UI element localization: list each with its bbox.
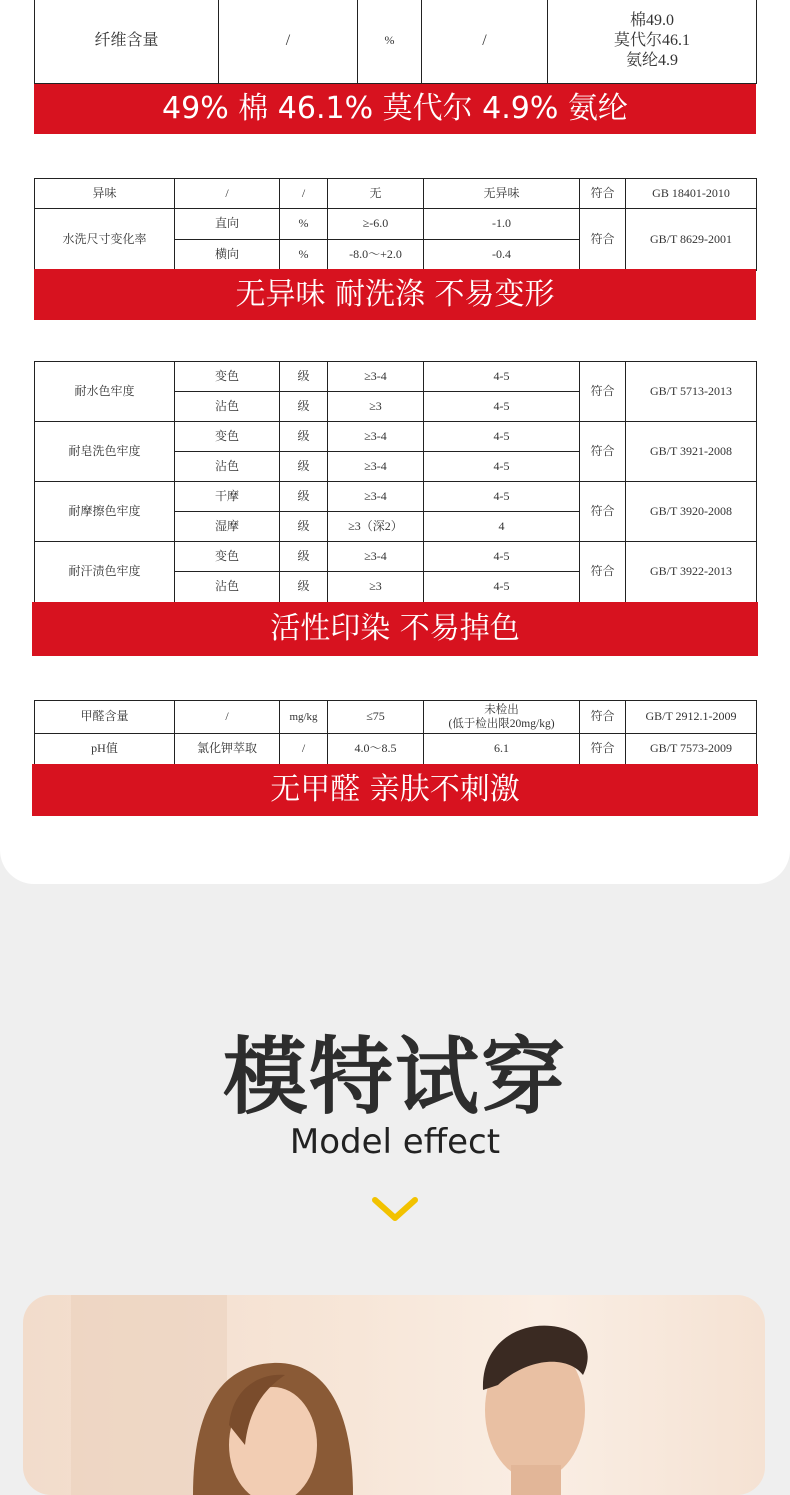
standard-cell: GB/T 2912.1-2009 xyxy=(626,701,757,734)
fastness-table xyxy=(34,361,757,603)
unit-cell: / xyxy=(280,179,328,209)
verdict-cell: 符合 xyxy=(580,179,626,209)
method-cell: 氯化钾萃取 xyxy=(175,734,280,765)
unit-cell: 级 xyxy=(280,512,328,542)
standard-cell: GB/T 7573-2009 xyxy=(626,734,757,765)
unit-cell: 级 xyxy=(280,482,328,512)
item-cell: 异味 xyxy=(35,179,175,209)
unit-cell: 级 xyxy=(280,542,328,572)
standard-cell: GB/T 3920-2008 xyxy=(626,482,757,542)
result-line: 氨纶4.9 xyxy=(625,52,678,69)
result-cell: 4-5 xyxy=(424,482,580,512)
requirement-cell: / xyxy=(422,0,548,84)
requirement-cell: ≥3-4 xyxy=(328,482,424,512)
standard-cell: GB/T 8629-2001 xyxy=(626,209,757,271)
result-cell xyxy=(548,0,757,84)
requirement-cell: ≥3 xyxy=(328,572,424,603)
result-cell: 4-5 xyxy=(424,452,580,482)
result-cell: 4-5 xyxy=(424,542,580,572)
unit-cell: % xyxy=(280,209,328,240)
requirement-cell: ≥3（深2） xyxy=(328,512,424,542)
result-cell: 4-5 xyxy=(424,392,580,422)
requirement-cell: ≥3-4 xyxy=(328,422,424,452)
result-line: 棉49.0 xyxy=(629,12,674,29)
verdict-cell: 符合 xyxy=(580,422,626,482)
requirement-cell: ≥3-4 xyxy=(328,542,424,572)
unit-cell: / xyxy=(280,734,328,765)
fastness-banner: 活性印染 不易掉色 xyxy=(32,602,758,656)
method-cell: / xyxy=(219,0,358,84)
fiber-banner: 49% 棉 46.1% 莫代尔 4.9% 氨纶 xyxy=(34,84,756,134)
table-row xyxy=(35,734,757,765)
result-line: (低于检出限20mg/kg) xyxy=(448,718,555,730)
item-cell: 耐水色牢度 xyxy=(35,362,175,422)
verdict-cell: 符合 xyxy=(580,482,626,542)
model-photo xyxy=(23,1295,765,1495)
result-cell: 4-5 xyxy=(424,362,580,392)
unit-cell: % xyxy=(280,240,328,271)
sub-cell: 变色 xyxy=(175,362,280,392)
chevron-down-icon xyxy=(371,1194,419,1224)
requirement-cell: ≤75 xyxy=(328,701,424,734)
result-cell: 无异味 xyxy=(424,179,580,209)
requirement-cell: 4.0～8.5 xyxy=(328,734,424,765)
result-cell: 4-5 xyxy=(424,572,580,603)
item-cell: 耐汗渍色牢度 xyxy=(35,542,175,603)
method-cell: / xyxy=(175,701,280,734)
result-cell: 4 xyxy=(424,512,580,542)
section-title: 模特试穿 xyxy=(222,1028,567,1126)
direction-cell: 横向 xyxy=(175,240,280,271)
direction-cell: 直向 xyxy=(175,209,280,240)
sub-cell: 干摩 xyxy=(175,482,280,512)
requirement-cell: ≥3-4 xyxy=(328,362,424,392)
unit-cell: 级 xyxy=(280,392,328,422)
verdict-cell: 符合 xyxy=(580,542,626,603)
standard-cell: GB 18401-2010 xyxy=(626,179,757,209)
unit-cell: % xyxy=(358,0,422,84)
item-cell: 水洗尺寸变化率 xyxy=(35,209,175,271)
table-row xyxy=(35,422,757,452)
table-row xyxy=(35,362,757,392)
unit-cell: mg/kg xyxy=(280,701,328,734)
table-row xyxy=(35,209,757,240)
sub-cell: 沾色 xyxy=(175,452,280,482)
result-cell: -1.0 xyxy=(424,209,580,240)
requirement-cell: ≥3-4 xyxy=(328,452,424,482)
verdict-cell: 符合 xyxy=(580,209,626,271)
model-photo-illustration xyxy=(23,1295,765,1495)
verdict-cell: 符合 xyxy=(580,734,626,765)
item-cell: 耐摩擦色牢度 xyxy=(35,482,175,542)
method-cell: / xyxy=(175,179,280,209)
table-row xyxy=(35,179,757,209)
item-cell: pH值 xyxy=(35,734,175,765)
sub-cell: 沾色 xyxy=(175,392,280,422)
chemical-table xyxy=(34,700,757,765)
verdict-cell: 符合 xyxy=(580,701,626,734)
requirement-cell: -8.0～+2.0 xyxy=(328,240,424,271)
section-subtitle: Model effect xyxy=(289,1122,501,1162)
odor-shrink-table xyxy=(34,178,757,271)
unit-cell: 级 xyxy=(280,452,328,482)
item-cell: 耐皂洗色牢度 xyxy=(35,422,175,482)
requirement-cell: ≥-6.0 xyxy=(328,209,424,240)
sub-cell: 变色 xyxy=(175,542,280,572)
result-line: 未检出 xyxy=(484,704,519,716)
result-line: 莫代尔46.1 xyxy=(613,32,690,49)
fiber-table xyxy=(34,0,757,84)
unit-cell: 级 xyxy=(280,572,328,603)
verdict-cell: 符合 xyxy=(580,362,626,422)
sub-cell: 湿摩 xyxy=(175,512,280,542)
result-cell: 4-5 xyxy=(424,422,580,452)
standard-cell: GB/T 3922-2013 xyxy=(626,542,757,603)
odor-banner: 无异味 耐洗涤 不易变形 xyxy=(34,269,756,320)
item-cell: 甲醛含量 xyxy=(35,701,175,734)
standard-cell: GB/T 5713-2013 xyxy=(626,362,757,422)
unit-cell: 级 xyxy=(280,362,328,392)
table-row xyxy=(35,482,757,512)
standard-cell: GB/T 3921-2008 xyxy=(626,422,757,482)
result-cell: 6.1 xyxy=(424,734,580,765)
sub-cell: 沾色 xyxy=(175,572,280,603)
table-row xyxy=(35,701,757,734)
result-cell: -0.4 xyxy=(424,240,580,271)
table-row xyxy=(35,542,757,572)
requirement-cell: ≥3 xyxy=(328,392,424,422)
result-cell xyxy=(424,701,580,734)
sub-cell: 变色 xyxy=(175,422,280,452)
requirement-cell: 无 xyxy=(328,179,424,209)
item-cell: 纤维含量 xyxy=(35,0,219,84)
chemical-banner: 无甲醛 亲肤不刺激 xyxy=(32,764,758,816)
table-row xyxy=(35,0,757,84)
unit-cell: 级 xyxy=(280,422,328,452)
